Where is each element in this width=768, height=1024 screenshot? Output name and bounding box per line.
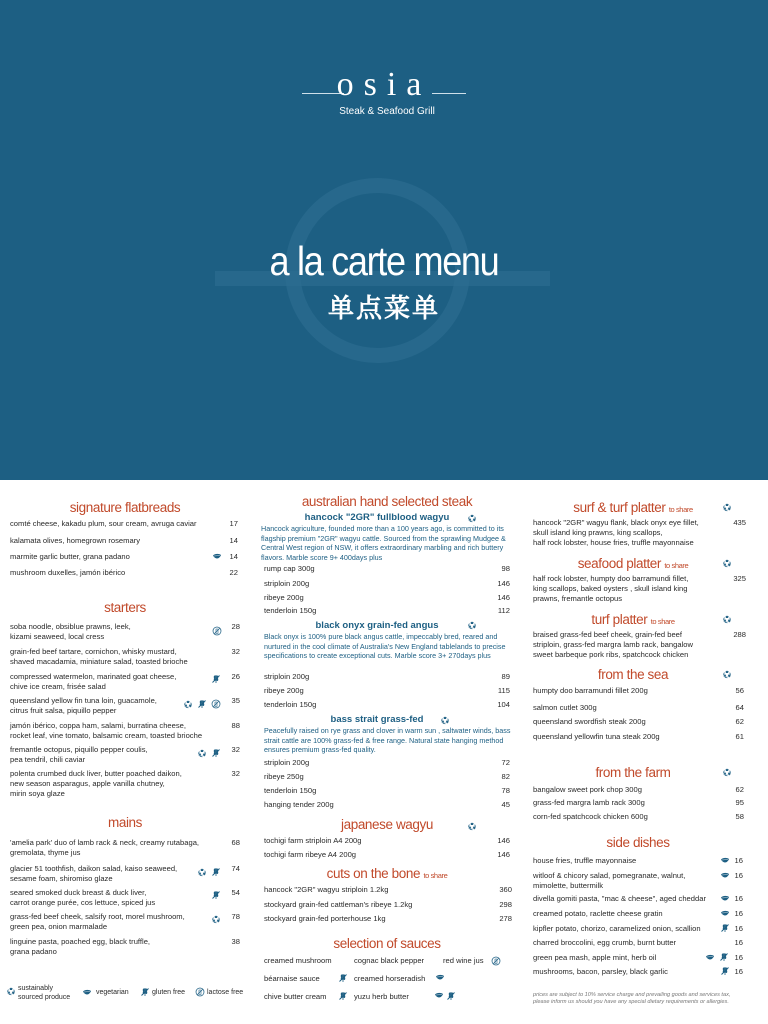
side-item: kipfler potato, chorizo, caramelized onion, scallion [533,924,701,933]
logo: osia [336,66,432,103]
starter-price: 32 [231,769,240,778]
bass-strait-item: ribeye 250g [264,772,304,781]
flatbread-price: 17 [229,519,238,528]
wheat-crossed-icon [338,973,348,983]
side-price: 16 [734,909,743,918]
to-share-label: to share [650,617,675,626]
cuts-on-bone-title: cuts on the bone [326,866,421,881]
subsection-hancock-wagyu: hancock "2GR" fullblood wagyu [304,512,450,523]
side-item: green pea mash, apple mint, herb oil [533,953,657,962]
bass-strait-item: hanging tender 200g [264,800,334,809]
recycle-icon [467,513,477,523]
service-charge-note: prices are subject to 10% service charge and prevailing goods and services tax, please inform us should you have any special dietary requirements or allergies. [533,992,731,1005]
sea-price: 56 [735,686,744,695]
side-item: mushrooms, bacon, parsley, black garlic [533,967,668,976]
hancock-price: 146 [497,579,510,588]
black-onyx-price: 104 [497,700,510,709]
sea-item: salmon cutlet 300g [533,703,597,712]
starter-price: 32 [231,745,240,754]
section-seafood-platter [533,556,733,571]
flatbread-item: marmite garlic butter, grana padano [10,552,130,561]
section-side-dishes: side dishes [606,835,670,850]
bass-strait-price: 72 [501,758,510,767]
recycle-icon [183,699,193,709]
farm-item: corn-fed spatchcock chicken 600g [533,812,648,821]
side-item: witloof & chicory salad, pomegranate, walnut, mimolette, buttermilk [533,871,686,890]
starter-item: grain-fed beef tartare, cornichon, whisky mustard, shaved macadamia, miniature salad, toasted brioche [10,647,188,666]
main-price: 54 [231,888,240,897]
leaf-icon [434,991,444,1001]
menu-cover [0,0,768,480]
black-onyx-price: 115 [497,686,510,695]
section-cuts-on-the-bone [262,866,512,881]
hancock-price: 98 [501,564,510,573]
starter-item: polenta crumbed duck liver, butter poached daikon, new season asparagus, apple vanilla chutney, mirin soya glaze [10,769,182,798]
section-japanese-wagyu: japanese wagyu [341,817,433,832]
main-item: 'amelia park' duo of lamb rack & neck, creamy rutabaga, gremolata, thyme jus [10,838,200,857]
main-item: glacier 51 toothfish, daikon salad, kaiso seaweed, sesame foam, shiromiso glaze [10,864,178,883]
bass-strait-price: 45 [501,800,510,809]
subsection-bass-strait: bass strait grass-fed [330,714,424,725]
sauce-item: béarnaise sauce [264,974,320,983]
section-signature-flatbreads: signature flatbreads [69,500,181,515]
starter-item: soba noodle, obsiblue prawns, leek, kizami seaweed, local cress [10,622,131,641]
sauce-item: creamed mushroom [264,956,332,965]
bone-cut-price: 360 [499,885,512,894]
seafood-platter-price: 325 [733,574,746,583]
recycle-icon [722,558,732,568]
farm-item: grass-fed margra lamb rack 300g [533,798,645,807]
sea-price: 61 [735,732,744,741]
side-price: 16 [734,871,743,880]
bass-strait-item: tenderloin 150g [264,786,317,795]
side-price: 16 [734,967,743,976]
side-item: creamed potato, raclette cheese gratin [533,909,663,918]
to-share-label: to share [664,561,689,570]
sea-item: queensland swordfish steak 200g [533,717,646,726]
farm-price: 62 [735,785,744,794]
section-surf-turf-platter [533,500,733,515]
main-price: 74 [231,864,240,873]
starter-item: jamón ibérico, coppa ham, salami, burratina cheese, rocket leaf, vine tomato, balsamic cream, toasted brioche [10,721,203,740]
recycle-icon [722,614,732,624]
section-australian-steak: australian hand selected steak [301,494,473,509]
legend-sustainable: sustainably sourced produce [18,985,71,1001]
side-item: house fries, truffle mayonnaise [533,856,637,865]
sauce-item: red wine jus [443,956,484,965]
side-item: divella gomiti pasta, "mac & cheese", aged cheddar [533,894,706,903]
leaf-icon [435,973,445,983]
farm-price: 58 [735,812,744,821]
section-from-the-farm: from the farm [595,765,671,780]
main-price: 78 [231,912,240,921]
milk-crossed-icon [491,956,501,966]
turf-platter-title: turf platter [591,612,648,627]
wheat-crossed-icon [338,991,348,1001]
surf-turf-price: 435 [733,518,746,527]
recycle-icon [197,867,207,877]
menu-title-chinese: 单点菜单 [327,293,440,323]
bass-strait-price: 82 [501,772,510,781]
black-onyx-description: Black onyx is 100% pure black angus cattle, impeccably bred, reared and nurtured in the cool climate of Australia's New England tablelands to precise specifications to create exceptional cuts. Marble score 3+ 270days plus [264,632,506,660]
sea-item: queensland yellowfin tuna steak 200g [533,732,660,741]
sauce-item: yuzu herb butter [354,992,409,1001]
japanese-wagyu-price: 146 [497,850,510,859]
legend-vegetarian: vegetarian [96,989,129,996]
recycle-icon [722,502,732,512]
bone-cut-price: 298 [499,900,512,909]
menu-title: a la carte menu [269,238,499,284]
turf-platter-description: braised grass-fed beef cheek, grain-fed beef striploin, grass-fed margra lamb rack, bangalow sweet barbeque pork ribs, spatchcock chicken [533,630,693,659]
side-item: charred broccolini, egg crumb, burnt butter [533,938,677,947]
leaf-icon [82,988,92,998]
black-onyx-item: tenderloin 150g [264,700,317,709]
legend-lactose-free: lactose free [207,989,244,996]
starter-price: 26 [231,672,240,681]
hancock-description: Hancock agriculture, founded more than a 100 years ago, is committed to its flagship premium "2GR" wagyu cattle. Sourced from the sprawling Mudgee & Central West region of NSW, it offers extraordinary marbling and rich buttery flavors. Marble score 9+ 400days plus [261,524,506,562]
black-onyx-item: striploin 200g [264,672,310,681]
starter-price: 32 [231,647,240,656]
hancock-item: ribeye 200g [264,593,304,602]
hancock-price: 146 [497,593,510,602]
sauce-item: creamed horseradish [354,974,426,983]
main-item: seared smoked duck breast & duck liver, carrot orange purée, cos lettuce, spiced jus [10,888,156,907]
section-starters: starters [104,600,146,615]
bone-cut-price: 278 [499,914,512,923]
milk-crossed-icon [195,987,205,997]
japanese-wagyu-item: tochigi farm striploin A4 200g [264,836,362,845]
bass-strait-description: Peacefully raised on rye grass and clover in warm sun , saltwater winds, bass strait cattle are 100% grass-fed & free range. Natural state hanging method ensures premium grass-fed quality. [264,726,511,754]
hancock-item: striploin 200g [264,579,310,588]
farm-item: bangalow sweet pork chop 300g [533,785,642,794]
starter-item: fremantle octopus, piquillo pepper coulis, pea tendril, chili caviar [10,745,148,764]
main-price: 38 [231,937,240,946]
bass-strait-item: striploin 200g [264,758,310,767]
main-item: grass-fed beef cheek, salsify root, morel mushroom, green pea, onion marmalade [10,912,185,931]
side-price: 16 [734,924,743,933]
wheat-crossed-icon [140,987,150,997]
seafood-platter-title: seafood platter [577,556,662,571]
japanese-wagyu-item: tochigi farm ribeye A4 200g [264,850,357,859]
side-price: 16 [734,953,743,962]
hancock-item: rump cap 300g [264,564,315,573]
main-price: 68 [231,838,240,847]
surf-turf-description: hancock "2GR" wagyu flank, black onyx eye fillet, skull island king prawns, king scallops, half rock lobster, house fries, truffle mayonnaise [533,518,699,547]
japanese-wagyu-price: 146 [497,836,510,845]
section-sauces: selection of sauces [333,936,441,951]
logo-subtitle: Steak & Seafood Grill [339,106,435,117]
section-turf-platter [533,612,733,627]
hancock-price: 112 [497,606,510,615]
section-from-the-sea: from the sea [597,667,669,682]
recycle-icon [6,986,16,996]
flatbread-price: 22 [229,568,238,577]
sea-item: humpty doo barramundi fillet 200g [533,686,648,695]
black-onyx-item: ribeye 200g [264,686,304,695]
flatbread-price: 14 [229,552,238,561]
bone-cut-item: hancock "2GR" wagyu striploin 1.2kg [264,885,389,894]
main-item: linguine pasta, poached egg, black truffle, grana padano [10,937,151,956]
turf-platter-price: 288 [733,630,746,639]
to-share-label: to share [423,871,448,880]
side-price: 16 [734,938,743,947]
sea-price: 62 [735,717,744,726]
wheat-crossed-icon [446,991,456,1001]
recycle-icon [467,821,477,831]
seafood-platter-description: half rock lobster, humpty doo barramundi fillet, king scallops, baked oysters , skull island king prawns, fremantle octopus [533,574,689,603]
to-share-label: to share [668,505,693,514]
section-mains: mains [107,815,142,830]
starter-price: 35 [231,696,240,705]
bass-strait-price: 78 [501,786,510,795]
sauce-item: chive butter cream [264,992,327,1001]
farm-price: 95 [735,798,744,807]
legend-gluten-free: gluten free [152,989,186,996]
flatbread-item: mushroom duxelles, jamón ibérico [10,568,126,577]
subsection-black-onyx: black onyx grain-fed angus [315,620,439,631]
starter-item: compressed watermelon, marinated goat cheese, chive ice cream, frisée salad [10,672,177,691]
flatbread-item: comté cheese, kakadu plum, sour cream, avruga caviar [10,519,197,528]
recycle-icon [467,620,477,630]
surf-turf-title: surf & turf platter [573,500,666,515]
hancock-item: tenderloin 150g [264,606,317,615]
starter-price: 28 [231,622,240,631]
black-onyx-price: 89 [501,672,510,681]
starter-item: queensland yellow fin tuna loin, guacamole, citrus fruit salsa, piquillo pepper [10,696,157,715]
bone-cut-item: stockyard grain-fed porterhouse 1kg [264,914,386,923]
wheat-crossed-icon [197,699,207,709]
recycle-icon [722,669,732,679]
bone-cut-item: stockyard grain-fed cattleman's ribeye 1.2kg [264,900,413,909]
recycle-icon [440,715,450,725]
side-price: 16 [734,856,743,865]
starter-price: 88 [231,721,240,730]
flatbread-item: kalamata olives, homegrown rosemary [10,536,140,545]
sauce-item: cognac black pepper [354,956,425,965]
sea-price: 64 [735,703,744,712]
flatbread-price: 14 [229,536,238,545]
recycle-icon [722,767,732,777]
recycle-icon [197,748,207,758]
side-price: 16 [734,894,743,903]
